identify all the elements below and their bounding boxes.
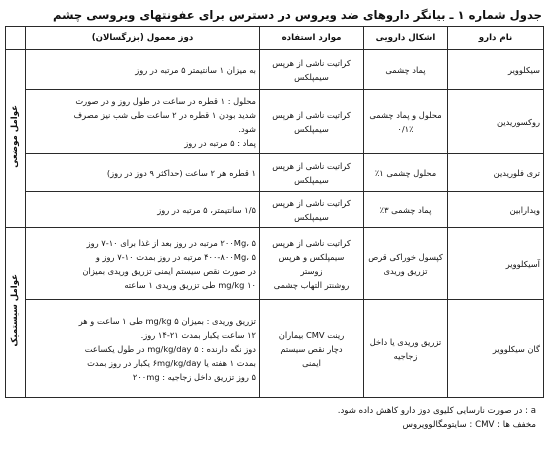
dosage-form-cell-line: پماد چشمی ۳٪ (379, 204, 432, 215)
footnote-renal: a : در صورت نارسایی کلیوی دوز دارو کاهش داده شود. (337, 406, 536, 416)
indication-cell (260, 50, 364, 90)
indication-cell (260, 192, 364, 228)
indication-cell-line: کراتیت ناشی از هرپس (272, 237, 351, 248)
table-row (6, 300, 544, 398)
indication-cell-line: سیمپلکس (294, 211, 329, 222)
indication-cell (260, 154, 364, 192)
drug-name-cell-line: گان سیکلوویر (492, 343, 540, 354)
usual-dose-cell-line: ۵ روز تزریق داخل زجاجیه : ۲۰۰mg (132, 371, 256, 382)
usual-dose-cell (26, 50, 260, 90)
table-row (6, 192, 544, 228)
indication-cell-line: روشنتر التهاب چشمی (273, 279, 350, 290)
header-dosage-form: اشکال دارویی (364, 27, 448, 50)
indication-cell-line: کراتیت ناشی از هرپس (272, 57, 351, 68)
usual-dose-cell-line: دوز نگه دارنده : ۵ mg/kg/day در طول یکساعت (84, 343, 256, 354)
drug-name-cell (448, 154, 544, 192)
antiviral-drug-table (5, 26, 544, 398)
table-body (6, 50, 544, 398)
indication-cell (260, 228, 364, 300)
drug-name-cell (448, 300, 544, 398)
drug-name-cell-line: ویدارابین (509, 204, 540, 215)
table-row (6, 154, 544, 192)
indication-cell-line: کراتیت ناشی از هرپس (272, 109, 351, 120)
drug-group-cell (6, 228, 26, 398)
dosage-form-cell (364, 90, 448, 154)
drug-group-cell (6, 50, 26, 228)
usual-dose-cell-line: پماد : ۵ مرتبه در روز (184, 137, 256, 148)
indication-cell (260, 300, 364, 398)
drug-name-cell (448, 228, 544, 300)
indication-cell-line: رینت CMV بیماران (278, 329, 345, 340)
footnote-abbreviations: مخفف ها : CMV : سایتومگالوویروس (402, 420, 536, 430)
footnotes (5, 404, 544, 432)
usual-dose-cell (26, 192, 260, 228)
table-header-row (6, 27, 544, 50)
usual-dose-cell-line: ۲۰۰Mg، ۵ مرتبه در روز بعد از غذا برای ۱۰-۷ روز (86, 237, 256, 248)
drug-name-cell-line: آسیکلوویر (505, 258, 540, 269)
usual-dose-cell-line: ۱/۵ سانتیمتر، ۵ مرتبه در روز (157, 204, 256, 215)
indication-cell-line: دچار نقص سیستم (280, 343, 343, 354)
usual-dose-cell-line: ۱ قطره هر ۲ ساعت (حداکثر ۹ دوز در روز) (106, 167, 256, 178)
usual-dose-cell-line: به میزان ۱ سانتیمتر ۵ مرتبه در روز (135, 64, 256, 75)
indication-cell-line: ایمنی (302, 357, 321, 368)
drug-name-cell-line: سیکلوویر (508, 64, 540, 75)
usual-dose-cell-line: بمدت ۱ هفته یا ۶mg/kg/day یکبار در روز بمدت (87, 357, 256, 368)
drug-group-label: عوامل سیستمیک (10, 274, 20, 347)
usual-dose-cell-line: تزریق وریدی : بمیزان ۵ mg/kg طی ۱ ساعت و هر (78, 315, 256, 326)
usual-dose-cell-line: محلول : ۱ قطره در ساعت در طول روز و در صورت (75, 95, 256, 106)
dosage-form-cell-line: تزریق وریدی یا داخل (369, 336, 442, 347)
usual-dose-cell-line: در صورت نقص سیستم ایمنی تزریق وریدی بمیزان (82, 265, 256, 276)
usual-dose-cell-line: ۱۲ ساعت یکبار بمدت ۲۱-۱۴ روز. (140, 329, 256, 340)
usual-dose-cell-line: شود. (238, 123, 256, 134)
table-row (6, 228, 544, 300)
table-row (6, 90, 544, 154)
indication-cell-line: سیمپلکس (294, 123, 329, 134)
indication-cell-line: سیمپلکس و هرپس (278, 251, 345, 262)
usual-dose-cell-line: ۴۰۰-۸۰۰Mg، ۵ مرتبه در روز بمدت ۱۰-۷ روز و (95, 251, 256, 262)
indication-cell-line: کراتیت ناشی از هرپس (272, 197, 351, 208)
dosage-form-cell-line: کپسول خوراکی قرص (368, 251, 443, 262)
usual-dose-cell-line: شدید بودن ۱ قطره در ۲ ساعت طی شب نیز مصرف (73, 109, 256, 120)
drug-name-cell (448, 90, 544, 154)
indication-cell-line: سیمپلکس (294, 71, 329, 82)
dosage-form-cell-line: زجاجیه (393, 350, 418, 361)
dosage-form-cell-line: تزریق وریدی (383, 265, 428, 276)
drug-name-cell-line: روکسوریدین (497, 116, 540, 127)
header-group (6, 27, 26, 50)
dosage-form-cell (364, 154, 448, 192)
drug-group-label: عوامل موضعی (10, 105, 20, 168)
usual-dose-cell (26, 154, 260, 192)
indication-cell-line: کراتیت ناشی از هرپس (272, 160, 351, 171)
drug-name-cell (448, 50, 544, 90)
header-drug-name: نام دارو (448, 27, 544, 50)
indication-cell (260, 90, 364, 154)
dosage-form-cell-line: ۰/۱٪ (397, 123, 414, 134)
usual-dose-cell-line: ۱۰ mg/kg طی تزریق وریدی ۱ ساعته (124, 279, 256, 290)
dosage-form-cell (364, 50, 448, 90)
drug-name-cell-line: تری فلوریدین (493, 167, 540, 178)
table-row (6, 50, 544, 90)
indication-cell-line: سیمپلکس (294, 174, 329, 185)
usual-dose-cell (26, 300, 260, 398)
header-usual-dose: دوز معمول (بزرگسالان) (26, 27, 260, 50)
dosage-form-cell (364, 228, 448, 300)
header-indication: موارد استفاده (260, 27, 364, 50)
dosage-form-cell-line: محلول و پماد چشمی (369, 109, 442, 120)
indication-cell-line: زوستر (300, 265, 323, 276)
dosage-form-cell (364, 300, 448, 398)
usual-dose-cell (26, 90, 260, 154)
drug-name-cell (448, 192, 544, 228)
dosage-form-cell-line: محلول چشمی ۱٪ (374, 167, 437, 178)
dosage-form-cell-line: پماد چشمی (385, 64, 426, 75)
table-title: جدول شماره ۱ ـ بیانگر داروهای ضد ویروس در دسترس برای عفونتهای ویروسی چشم (52, 8, 542, 22)
dosage-form-cell (364, 192, 448, 228)
usual-dose-cell (26, 228, 260, 300)
